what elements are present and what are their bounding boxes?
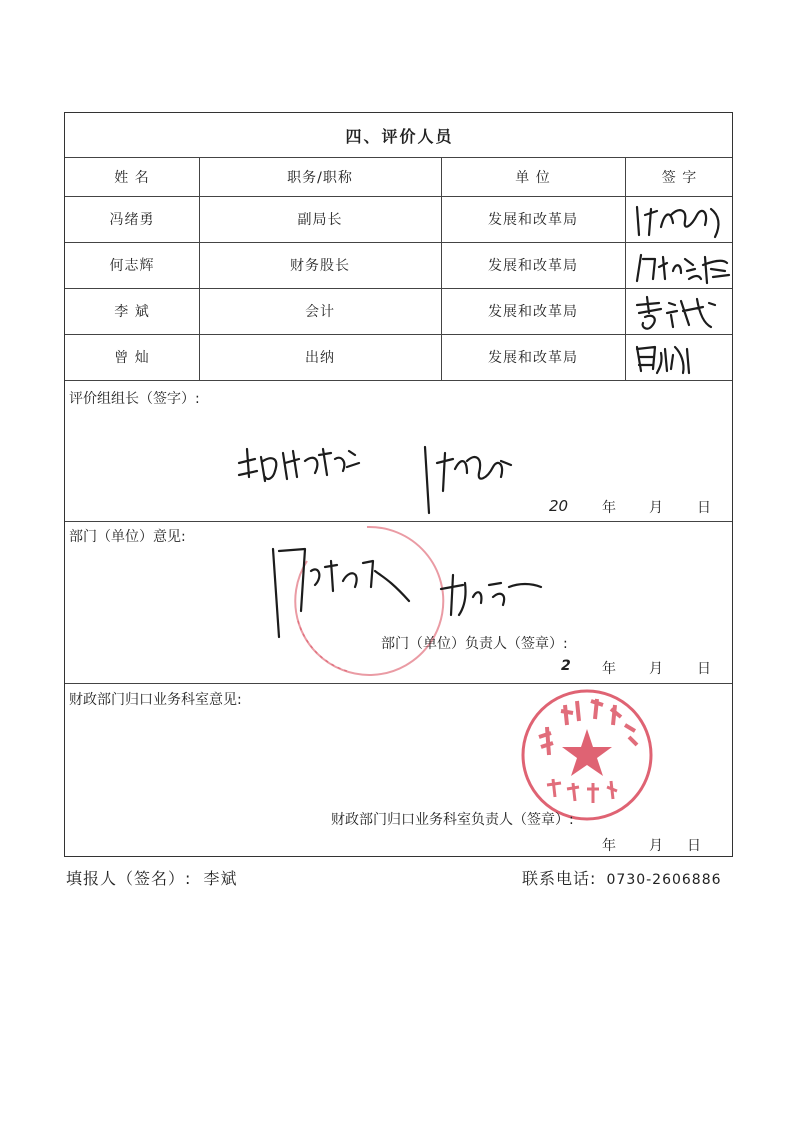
finance-label: 财政部门归口业务科室意见: — [69, 692, 242, 708]
leader-date-day: 日 — [697, 500, 711, 516]
phone-row — [522, 866, 722, 889]
dept-head-signature — [437, 569, 547, 619]
header-name: 姓 名 — [114, 169, 150, 186]
dept-date-month: 月 — [649, 661, 663, 677]
member-signature — [631, 339, 711, 377]
filler-name: 李斌 — [203, 869, 238, 888]
member-signature — [631, 293, 731, 333]
leader-label: 评价组组长（签字）: — [69, 391, 200, 407]
member-signature — [631, 201, 731, 241]
leader-date-month: 月 — [649, 500, 663, 516]
member-title: 副局长 — [297, 212, 343, 228]
member-title: 财务股长 — [290, 258, 350, 274]
member-name: 曾 灿 — [114, 350, 150, 366]
member-name: 冯绪勇 — [109, 212, 155, 228]
rule — [65, 380, 732, 381]
dept-label: 部门（单位）意见: — [69, 529, 186, 545]
dept-head-signature — [265, 541, 425, 641]
header-sign: 签 字 — [661, 169, 698, 186]
member-unit: 发展和改革局 — [488, 350, 578, 366]
dept-date-prefix: 2 — [561, 658, 571, 674]
member-title: 会计 — [305, 304, 335, 320]
filler-row — [66, 866, 238, 889]
section-title: 四、评价人员 — [345, 126, 454, 146]
filler-label: 填报人（签名）: — [66, 869, 192, 888]
member-title: 出纳 — [305, 350, 335, 366]
evaluation-form — [64, 112, 733, 857]
finance-date-month: 月 — [649, 838, 663, 854]
member-name: 何志辉 — [109, 258, 155, 274]
header-unit: 单 位 — [515, 169, 551, 186]
leader-signature — [235, 431, 375, 491]
finance-date-day: 日 — [687, 838, 701, 854]
member-name: 李 斌 — [114, 304, 150, 320]
dept-date-day: 日 — [697, 661, 711, 677]
member-unit: 发展和改革局 — [488, 304, 578, 320]
member-unit: 发展和改革局 — [488, 258, 578, 274]
finance-sign-label: 财政部门归口业务科室负责人（签章）: — [331, 812, 574, 828]
leader-date-prefix: 20 — [549, 497, 569, 515]
dept-date-year: 年 — [602, 661, 616, 677]
finance-seal — [517, 685, 657, 825]
member-unit: 发展和改革局 — [488, 212, 578, 228]
phone-number: 0730-2606886 — [606, 872, 722, 888]
member-signature — [633, 249, 733, 287]
leader-date-year: 年 — [602, 500, 616, 516]
phone-label: 联系电话: — [522, 869, 597, 888]
finance-date-year: 年 — [602, 838, 616, 854]
rule — [65, 683, 732, 684]
leader-signature — [417, 439, 517, 519]
header-title: 职务/职称 — [287, 169, 353, 186]
dept-sign-label: 部门（单位）负责人（签章）: — [381, 636, 568, 652]
